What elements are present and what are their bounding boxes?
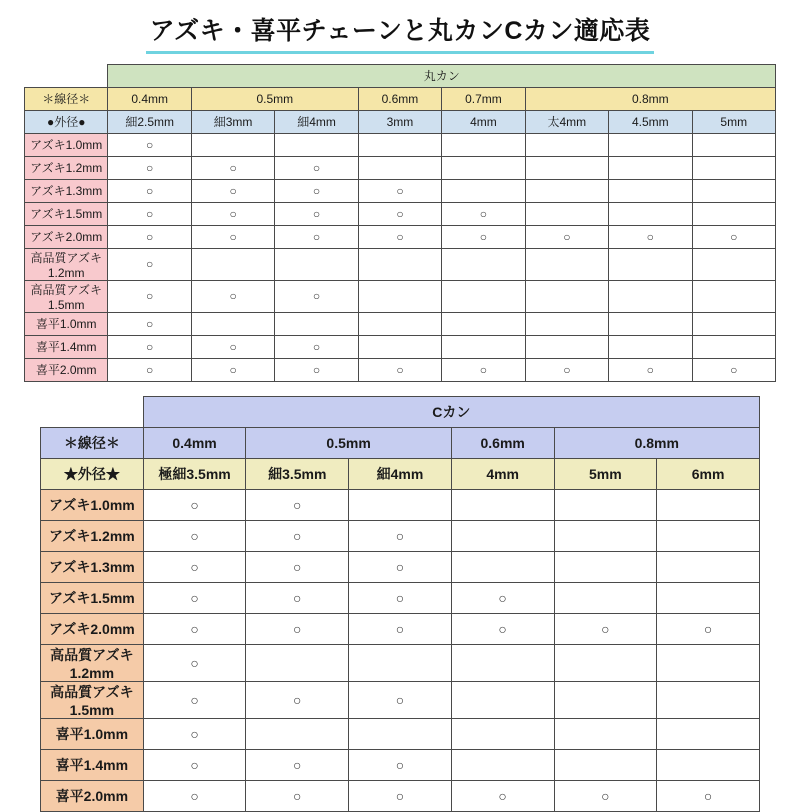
empty-cell bbox=[692, 156, 776, 179]
empty-cell bbox=[525, 248, 608, 280]
empty-cell bbox=[275, 133, 358, 156]
compatible-mark-cell: ○ bbox=[349, 681, 452, 718]
marukan-outer-row bbox=[25, 110, 776, 133]
compatible-mark-cell: ○ bbox=[108, 179, 191, 202]
row-label: アズキ2.0mm bbox=[41, 613, 144, 644]
empty-cell bbox=[692, 133, 776, 156]
empty-cell bbox=[275, 312, 358, 335]
compatible-mark-cell: ○ bbox=[108, 358, 191, 381]
compatible-mark-cell: ○ bbox=[349, 780, 452, 811]
empty-cell bbox=[451, 749, 554, 780]
row-label: アズキ1.3mm bbox=[25, 179, 108, 202]
empty-cell bbox=[451, 520, 554, 551]
table-row bbox=[41, 780, 760, 811]
empty-cell bbox=[525, 133, 608, 156]
compatible-mark-cell: ○ bbox=[108, 133, 191, 156]
compatible-mark-cell: ○ bbox=[143, 613, 246, 644]
compatible-mark-cell: ○ bbox=[246, 613, 349, 644]
empty-cell bbox=[442, 312, 525, 335]
compatible-mark-cell: ○ bbox=[246, 681, 349, 718]
marukan-wire-row bbox=[25, 87, 776, 110]
compatible-mark-cell: ○ bbox=[191, 179, 274, 202]
row-label: 喜平2.0mm bbox=[25, 358, 108, 381]
empty-cell bbox=[451, 644, 554, 681]
empty-cell bbox=[525, 179, 608, 202]
empty-cell bbox=[349, 644, 452, 681]
empty-cell bbox=[554, 644, 657, 681]
title-container bbox=[0, 0, 800, 60]
marukan-table-container bbox=[24, 64, 776, 382]
row-label: アズキ1.3mm bbox=[41, 551, 144, 582]
compatible-mark-cell: ○ bbox=[191, 280, 274, 312]
compatible-mark-cell: ○ bbox=[108, 312, 191, 335]
ckan-corner-cell bbox=[41, 396, 144, 427]
empty-cell bbox=[191, 248, 274, 280]
compatible-mark-cell: ○ bbox=[349, 582, 452, 613]
empty-cell bbox=[554, 489, 657, 520]
row-label: アズキ1.0mm bbox=[41, 489, 144, 520]
ckan-outer-label: ★外径★ bbox=[41, 458, 144, 489]
row-label: アズキ1.5mm bbox=[41, 582, 144, 613]
empty-cell bbox=[246, 718, 349, 749]
marukan-outer-diameter: 5mm bbox=[692, 110, 776, 133]
marukan-outer-label: ●外径● bbox=[25, 110, 108, 133]
empty-cell bbox=[246, 644, 349, 681]
empty-cell bbox=[657, 644, 760, 681]
table-row bbox=[41, 520, 760, 551]
compatible-mark-cell: ○ bbox=[275, 225, 358, 248]
marukan-outer-diameter: 4mm bbox=[442, 110, 525, 133]
row-label: 喜平1.4mm bbox=[41, 749, 144, 780]
compatible-mark-cell: ○ bbox=[692, 225, 776, 248]
ckan-outer-diameter: 細3.5mm bbox=[246, 458, 349, 489]
compatible-mark-cell: ○ bbox=[525, 358, 608, 381]
empty-cell bbox=[358, 133, 441, 156]
empty-cell bbox=[657, 520, 760, 551]
row-label: 喜平2.0mm bbox=[41, 780, 144, 811]
marukan-wire-group: 0.6mm bbox=[358, 87, 441, 110]
empty-cell bbox=[442, 156, 525, 179]
ckan-table-body bbox=[41, 396, 760, 811]
empty-cell bbox=[451, 551, 554, 582]
table-row bbox=[25, 202, 776, 225]
compatible-mark-cell: ○ bbox=[143, 644, 246, 681]
compatible-mark-cell: ○ bbox=[554, 780, 657, 811]
empty-cell bbox=[692, 335, 776, 358]
compatible-mark-cell: ○ bbox=[275, 202, 358, 225]
empty-cell bbox=[358, 156, 441, 179]
compatible-mark-cell: ○ bbox=[275, 358, 358, 381]
marukan-outer-diameter: 細2.5mm bbox=[108, 110, 191, 133]
ckan-outer-diameter: 細4mm bbox=[349, 458, 452, 489]
compatible-mark-cell: ○ bbox=[191, 156, 274, 179]
empty-cell bbox=[657, 749, 760, 780]
compatible-mark-cell: ○ bbox=[275, 280, 358, 312]
empty-cell bbox=[525, 280, 608, 312]
compatible-mark-cell: ○ bbox=[358, 358, 441, 381]
compatible-mark-cell: ○ bbox=[246, 489, 349, 520]
table-row bbox=[41, 551, 760, 582]
marukan-wire-group: 0.4mm bbox=[108, 87, 191, 110]
ckan-title-row bbox=[41, 396, 760, 427]
empty-cell bbox=[451, 681, 554, 718]
empty-cell bbox=[609, 280, 692, 312]
row-label: 喜平1.0mm bbox=[41, 718, 144, 749]
compatible-mark-cell: ○ bbox=[143, 582, 246, 613]
empty-cell bbox=[609, 179, 692, 202]
empty-cell bbox=[349, 718, 452, 749]
empty-cell bbox=[442, 335, 525, 358]
ckan-table-container bbox=[40, 396, 760, 812]
ckan-outer-diameter: 極細3.5mm bbox=[143, 458, 246, 489]
empty-cell bbox=[692, 280, 776, 312]
empty-cell bbox=[451, 718, 554, 749]
ckan-outer-row bbox=[41, 458, 760, 489]
compatible-mark-cell: ○ bbox=[108, 225, 191, 248]
ckan-title-cell: Cカン bbox=[143, 396, 759, 427]
empty-cell bbox=[275, 248, 358, 280]
compatible-mark-cell: ○ bbox=[349, 551, 452, 582]
compatible-mark-cell: ○ bbox=[143, 780, 246, 811]
compatible-mark-cell: ○ bbox=[246, 582, 349, 613]
empty-cell bbox=[358, 335, 441, 358]
compatible-mark-cell: ○ bbox=[609, 358, 692, 381]
compatible-mark-cell: ○ bbox=[442, 358, 525, 381]
compatible-mark-cell: ○ bbox=[451, 582, 554, 613]
table-row bbox=[41, 718, 760, 749]
marukan-title-cell: 丸カン bbox=[108, 64, 776, 87]
row-label: アズキ1.2mm bbox=[25, 156, 108, 179]
compatible-mark-cell: ○ bbox=[108, 156, 191, 179]
table-row bbox=[25, 225, 776, 248]
compatible-mark-cell: ○ bbox=[358, 202, 441, 225]
marukan-outer-diameter: 細3mm bbox=[191, 110, 274, 133]
table-row bbox=[25, 312, 776, 335]
compatible-mark-cell: ○ bbox=[349, 613, 452, 644]
marukan-table bbox=[24, 64, 776, 382]
empty-cell bbox=[525, 335, 608, 358]
empty-cell bbox=[554, 551, 657, 582]
ckan-table bbox=[40, 396, 760, 812]
compatible-mark-cell: ○ bbox=[191, 358, 274, 381]
compatible-mark-cell: ○ bbox=[191, 225, 274, 248]
table-row bbox=[41, 489, 760, 520]
row-label: 高品質アズキ1.5mm bbox=[25, 280, 108, 312]
table-row bbox=[25, 358, 776, 381]
empty-cell bbox=[657, 718, 760, 749]
empty-cell bbox=[609, 248, 692, 280]
empty-cell bbox=[692, 179, 776, 202]
compatible-mark-cell: ○ bbox=[143, 489, 246, 520]
table-row bbox=[25, 179, 776, 202]
compatible-mark-cell: ○ bbox=[358, 179, 441, 202]
compatible-mark-cell: ○ bbox=[349, 520, 452, 551]
compatible-mark-cell: ○ bbox=[451, 613, 554, 644]
empty-cell bbox=[442, 280, 525, 312]
empty-cell bbox=[554, 520, 657, 551]
compatible-mark-cell: ○ bbox=[246, 749, 349, 780]
row-label: 喜平1.4mm bbox=[25, 335, 108, 358]
table-row bbox=[25, 280, 776, 312]
compatible-mark-cell: ○ bbox=[349, 749, 452, 780]
row-label: アズキ1.2mm bbox=[41, 520, 144, 551]
marukan-wire-group: 0.7mm bbox=[442, 87, 525, 110]
empty-cell bbox=[609, 202, 692, 225]
compatible-mark-cell: ○ bbox=[143, 520, 246, 551]
empty-cell bbox=[554, 749, 657, 780]
ckan-outer-diameter: 4mm bbox=[451, 458, 554, 489]
compatible-mark-cell: ○ bbox=[657, 613, 760, 644]
empty-cell bbox=[692, 202, 776, 225]
table-row bbox=[25, 335, 776, 358]
row-label: 喜平1.0mm bbox=[25, 312, 108, 335]
compatible-mark-cell: ○ bbox=[191, 202, 274, 225]
empty-cell bbox=[657, 681, 760, 718]
compatible-mark-cell: ○ bbox=[246, 780, 349, 811]
marukan-outer-diameter: 3mm bbox=[358, 110, 441, 133]
compatible-mark-cell: ○ bbox=[108, 202, 191, 225]
row-label: アズキ1.0mm bbox=[25, 133, 108, 156]
ckan-wire-row bbox=[41, 427, 760, 458]
marukan-corner-cell bbox=[25, 64, 108, 87]
empty-cell bbox=[525, 156, 608, 179]
empty-cell bbox=[358, 248, 441, 280]
table-row bbox=[41, 582, 760, 613]
row-label: アズキ1.5mm bbox=[25, 202, 108, 225]
compatible-mark-cell: ○ bbox=[451, 780, 554, 811]
ckan-outer-diameter: 6mm bbox=[657, 458, 760, 489]
empty-cell bbox=[657, 582, 760, 613]
compatible-mark-cell: ○ bbox=[108, 335, 191, 358]
compatible-mark-cell: ○ bbox=[525, 225, 608, 248]
marukan-wire-group: 0.5mm bbox=[191, 87, 358, 110]
table-row bbox=[41, 681, 760, 718]
empty-cell bbox=[525, 202, 608, 225]
marukan-table-body bbox=[25, 64, 776, 381]
marukan-wire-label: ＊線径＊ bbox=[25, 87, 108, 110]
ckan-outer-diameter: 5mm bbox=[554, 458, 657, 489]
empty-cell bbox=[609, 335, 692, 358]
compatible-mark-cell: ○ bbox=[442, 225, 525, 248]
row-label: 高品質アズキ1.2mm bbox=[25, 248, 108, 280]
empty-cell bbox=[692, 312, 776, 335]
empty-cell bbox=[609, 133, 692, 156]
compatible-mark-cell: ○ bbox=[609, 225, 692, 248]
page-title: アズキ・喜平チェーンと丸カンCカン適応表 bbox=[146, 18, 655, 54]
row-label: アズキ2.0mm bbox=[25, 225, 108, 248]
empty-cell bbox=[442, 133, 525, 156]
marukan-wire-group: 0.8mm bbox=[525, 87, 775, 110]
empty-cell bbox=[692, 248, 776, 280]
empty-cell bbox=[349, 489, 452, 520]
marukan-title-row bbox=[25, 64, 776, 87]
compatible-mark-cell: ○ bbox=[143, 749, 246, 780]
ckan-wire-label: ＊線径＊ bbox=[41, 427, 144, 458]
empty-cell bbox=[554, 582, 657, 613]
empty-cell bbox=[525, 312, 608, 335]
empty-cell bbox=[609, 156, 692, 179]
ckan-wire-group: 0.8mm bbox=[554, 427, 759, 458]
compatible-mark-cell: ○ bbox=[275, 179, 358, 202]
compatible-mark-cell: ○ bbox=[143, 681, 246, 718]
table-row bbox=[41, 749, 760, 780]
table-row bbox=[25, 248, 776, 280]
empty-cell bbox=[657, 551, 760, 582]
compatible-mark-cell: ○ bbox=[657, 780, 760, 811]
row-label: 高品質アズキ1.5mm bbox=[41, 681, 144, 718]
empty-cell bbox=[191, 133, 274, 156]
ckan-wire-group: 0.5mm bbox=[246, 427, 451, 458]
table-row bbox=[25, 133, 776, 156]
compatible-mark-cell: ○ bbox=[442, 202, 525, 225]
empty-cell bbox=[442, 179, 525, 202]
compatible-mark-cell: ○ bbox=[275, 335, 358, 358]
compatible-mark-cell: ○ bbox=[246, 551, 349, 582]
compatible-mark-cell: ○ bbox=[191, 335, 274, 358]
marukan-outer-diameter: 4.5mm bbox=[609, 110, 692, 133]
ckan-wire-group: 0.4mm bbox=[143, 427, 246, 458]
compatible-mark-cell: ○ bbox=[108, 248, 191, 280]
ckan-wire-group: 0.6mm bbox=[451, 427, 554, 458]
compatible-mark-cell: ○ bbox=[275, 156, 358, 179]
compatible-mark-cell: ○ bbox=[554, 613, 657, 644]
empty-cell bbox=[358, 280, 441, 312]
empty-cell bbox=[609, 312, 692, 335]
empty-cell bbox=[554, 718, 657, 749]
compatible-mark-cell: ○ bbox=[246, 520, 349, 551]
compatible-mark-cell: ○ bbox=[358, 225, 441, 248]
marukan-outer-diameter: 太4mm bbox=[525, 110, 608, 133]
table-row bbox=[25, 156, 776, 179]
compatible-mark-cell: ○ bbox=[143, 551, 246, 582]
compatible-mark-cell: ○ bbox=[143, 718, 246, 749]
compatible-mark-cell: ○ bbox=[108, 280, 191, 312]
empty-cell bbox=[554, 681, 657, 718]
empty-cell bbox=[358, 312, 441, 335]
row-label: 高品質アズキ1.2mm bbox=[41, 644, 144, 681]
empty-cell bbox=[191, 312, 274, 335]
marukan-outer-diameter: 細4mm bbox=[275, 110, 358, 133]
empty-cell bbox=[657, 489, 760, 520]
compatible-mark-cell: ○ bbox=[692, 358, 776, 381]
table-row bbox=[41, 644, 760, 681]
empty-cell bbox=[451, 489, 554, 520]
empty-cell bbox=[442, 248, 525, 280]
table-row bbox=[41, 613, 760, 644]
